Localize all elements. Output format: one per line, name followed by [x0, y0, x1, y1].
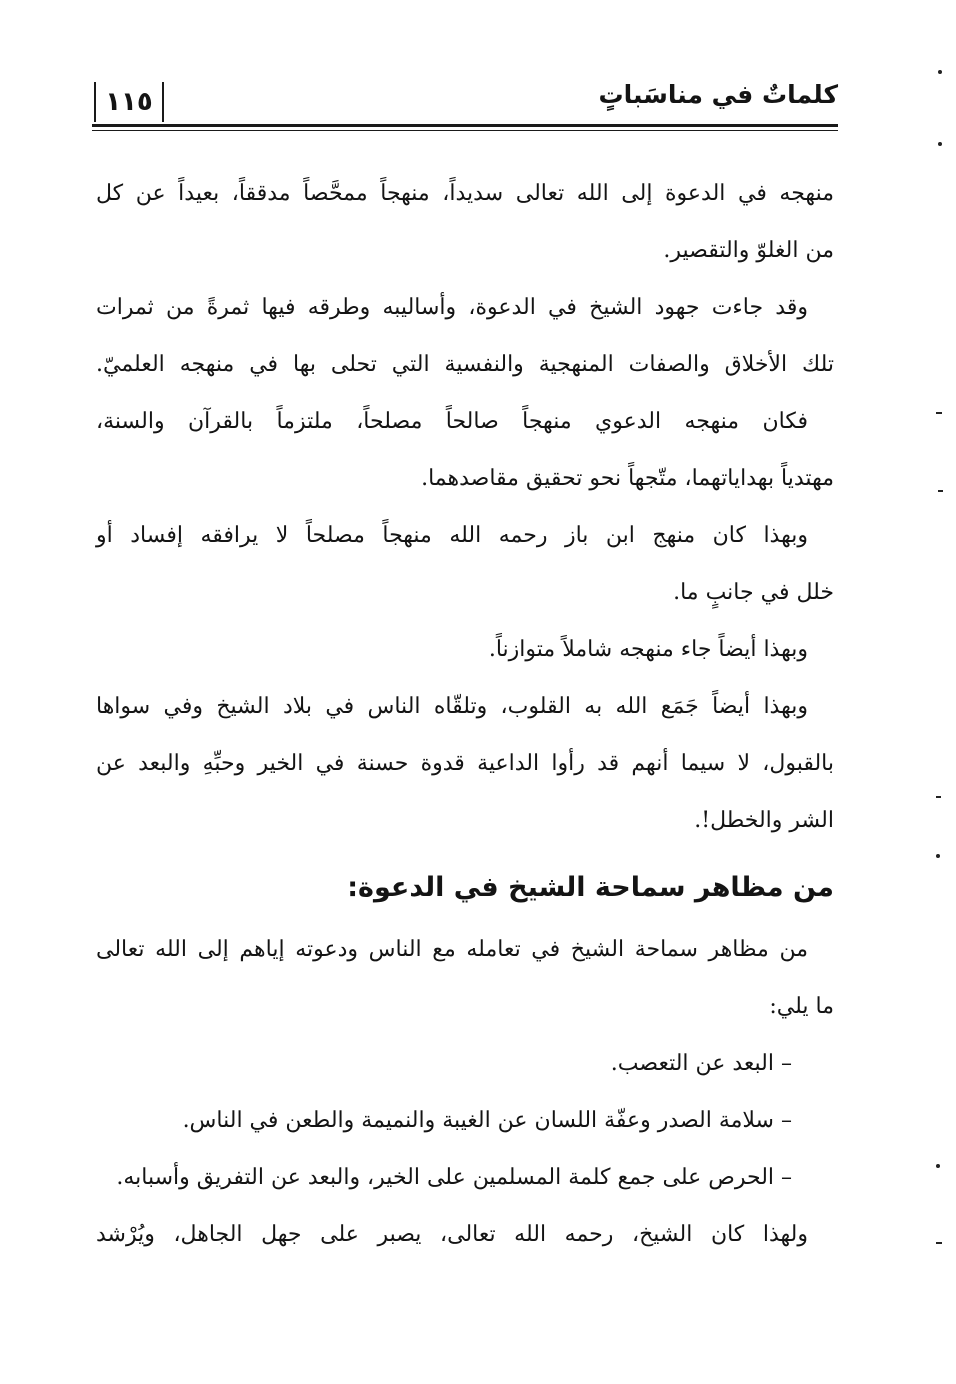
body-text [96, 165, 834, 1263]
scan-mark [936, 854, 940, 858]
text-line: ولهذا كان الشيخ، رحمه الله تعالى، يصبر على جهل الجاهل، ويُرْشد [96, 1222, 808, 1247]
header-rule-thin [92, 130, 838, 131]
scan-mark [936, 1242, 942, 1244]
text-line: من الغلوّ والتقصير. [663, 238, 834, 263]
text-line: وبهذا أيضاً جاء منهجه شاملاً متوازناً. [488, 637, 808, 662]
text-line: تلك الأخلاق والصفات المنهجية والنفسية التي تحلى بها في منهجه العلميّ. [96, 352, 834, 377]
text-line: مهتدياً بهداياتهما، متّجهاً نحو تحقيق مقاصدهما. [421, 466, 834, 491]
text-line: وبهذا كان منهج ابن باز رحمه الله منهجاً مصلحاً لا يرافقه إفساد أو [96, 523, 808, 548]
page-number: ١١٥ [94, 82, 164, 122]
text-line: منهجه في الدعوة إلى الله تعالى سديداً، منهجاً ممحَّصاً مدققاً، بعيداً عن كل [96, 181, 834, 206]
running-title: كلماتٌ في مناسَباتٍ [598, 80, 838, 109]
section-heading: من مظاهر سماحة الشيخ في الدعوة: [347, 872, 834, 903]
list-item: – البعد عن التعصب. [610, 1051, 792, 1076]
text-line: وبهذا أيضاً جَمَع الله به القلوب، وتلقّاه الناس في بلاد الشيخ وفي سواها [96, 694, 808, 719]
text-line: خلل في جانبٍ ما. [673, 580, 834, 605]
page-header [92, 76, 838, 134]
header-rule [92, 124, 838, 127]
text-line: ما يلي: [769, 994, 834, 1019]
list-item: – الحرص على جمع كلمة المسلمين على الخير، والبعد عن التفريق وأسبابه. [116, 1165, 792, 1190]
scan-mark [938, 70, 942, 74]
scan-mark [936, 796, 941, 798]
text-line: من مظاهر سماحة الشيخ في تعامله مع الناس ودعوته إياهم إلى الله تعالى [96, 937, 808, 962]
scan-mark [938, 490, 943, 492]
list-item: – سلامة الصدر وعفّة اللسان عن الغيبة والنميمة والطعن في الناس. [182, 1108, 792, 1133]
text-line: بالقبول، لا سيما أنهم قد رأوا الداعية قدوة حسنة في الخير وحبِّهِ والبعد عن [96, 751, 834, 776]
text-line: فكان منهجه الدعوي منهجاً صالحاً مصلحاً، ملتزماً بالقرآن والسنة، [96, 409, 808, 434]
scan-mark [936, 412, 942, 414]
scan-mark [936, 1164, 940, 1168]
text-line: وقد جاءت جهود الشيخ في الدعوة، وأساليبه وطرقه فيها ثمرةً من ثمرات [96, 295, 808, 320]
scan-mark [938, 142, 942, 146]
text-line: الشر والخطل!. [694, 808, 834, 833]
